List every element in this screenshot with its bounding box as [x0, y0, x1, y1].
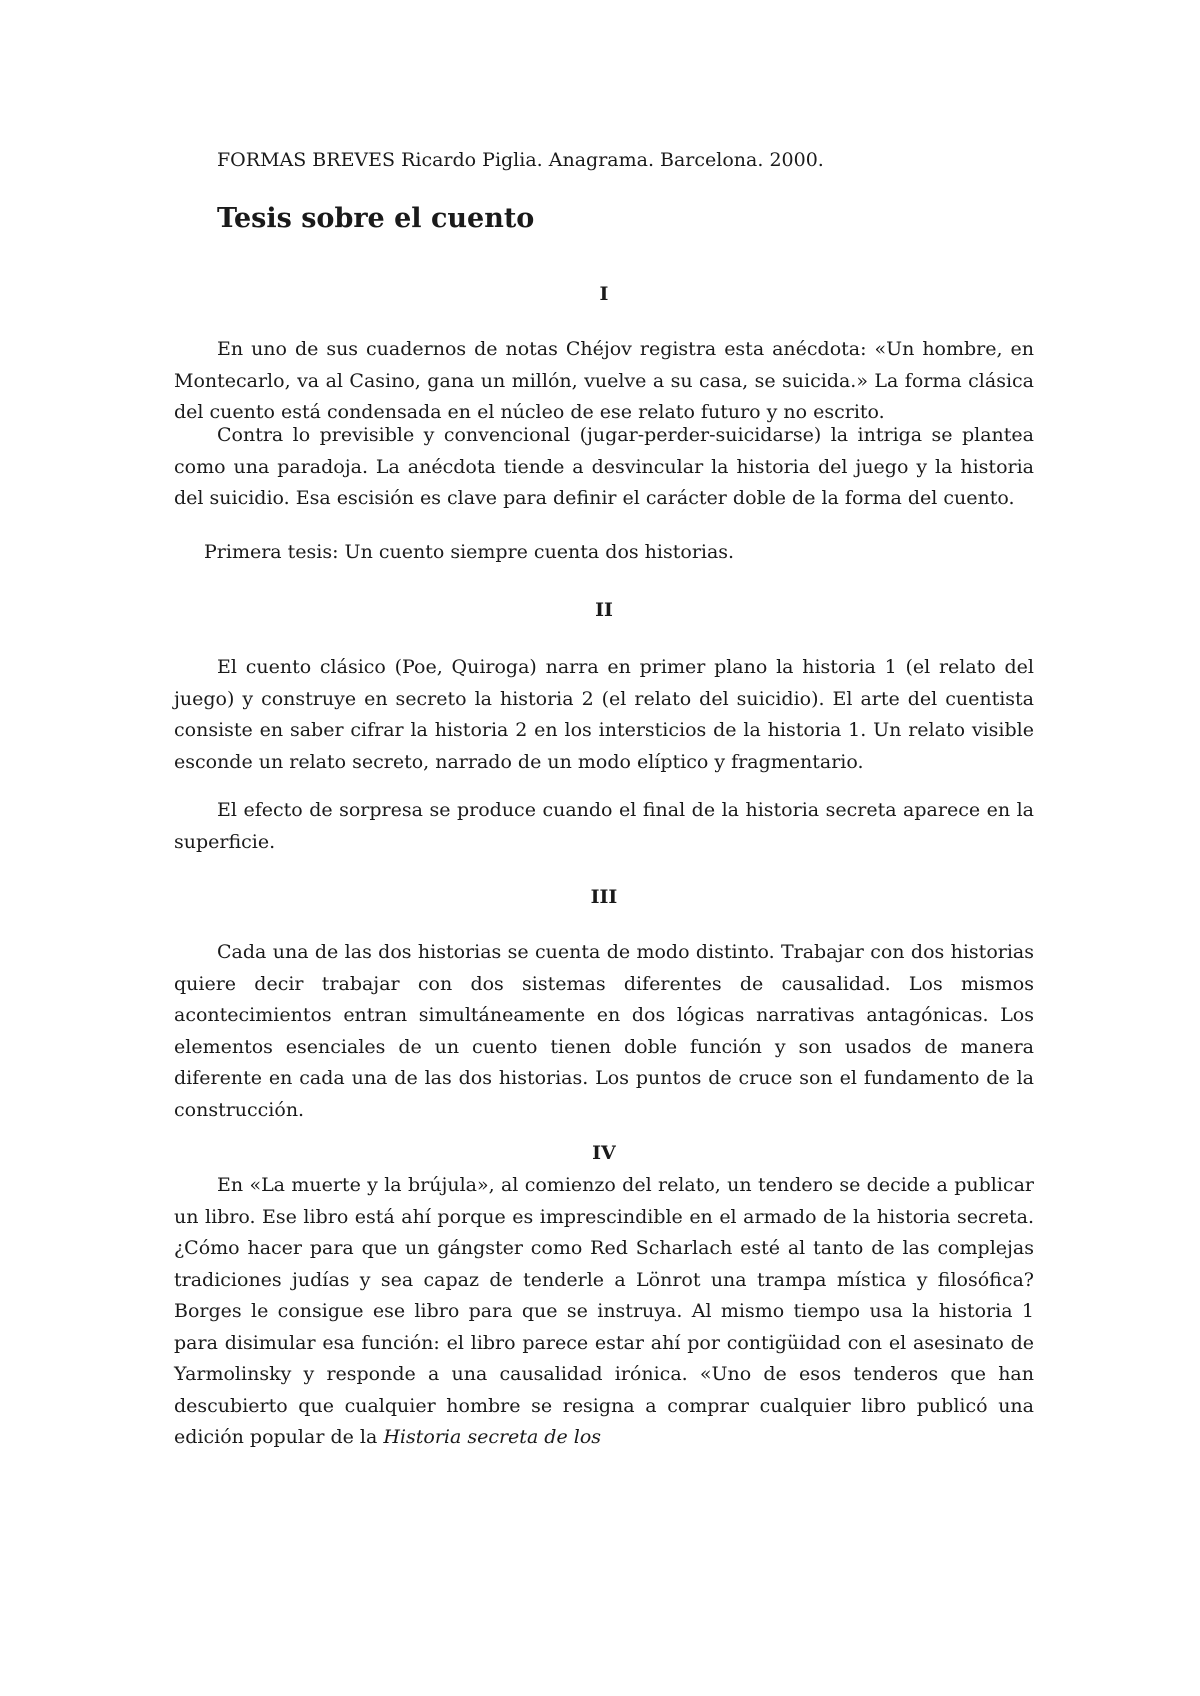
- paragraph: Cada una de las dos historias se cuenta de modo distinto. Trabajar con dos historias quiere decir trabajar con dos sistemas diferentes de causalidad. Los mismos acontecimientos entran simultáneamente en dos lógicas narrativas antagónicas. Los elementos esenciales de un cuento tienen doble función y son usados de manera diferente en cada una de las dos historias. Los puntos de cruce son el fundamento de la construcción.: [174, 941, 1034, 1121]
- paragraph-text: En «La muerte y la brújula», al comienzo del relato, un tendero se decide a publicar un libro. Ese libro está ahí porque es imprescindible en el armado de la historia secreta. ¿Cómo hacer para que un gángster como Red Scharlach esté al tanto de las complejas tradiciones judías y sea capaz de tenderle a Lönrot una trampa mística y filosófica? Borges le consigue ese libro para que se instruya. Al mismo tiempo usa la historia 1 para disimular esa función: el libro parece estar ahí por contigüidad con el asesinato de Yarmolinsky y responde a una causalidad irónica. «Uno de esos tenderos que han descubierto que cualquier hombre se resigna a comprar cualquier libro publicó una edición popular de la: [174, 1174, 1034, 1448]
- italic-book-title: Historia secreta de los: [383, 1426, 602, 1448]
- section-heading-1: I: [599, 283, 609, 305]
- paragraph: Contra lo previsible y convencional (jugar-perder-suicidarse) la intriga se plantea como una paradoja. La anécdota tiende a desvincular la historia del juego y la historia del suicidio. Esa escisión es clave para definir el carácter doble de la forma del cuento.: [174, 424, 1034, 509]
- document-title: Tesis sobre el cuento: [217, 203, 535, 234]
- paragraph-thesis: Primera tesis: Un cuento siempre cuenta dos historias.: [204, 541, 735, 563]
- paragraph: El cuento clásico (Poe, Quiroga) narra en primer plano la historia 1 (el relato del juego) y construye en secreto la historia 2 (el relato del suicidio). El arte del cuentista consiste en saber cifrar la historia 2 en los intersticios de la historia 1. Un relato visible esconde un relato secreto, narrado de un modo elíptico y fragmentario.: [174, 656, 1034, 773]
- paragraph: En uno de sus cuadernos de notas Chéjov registra esta anécdota: «Un hombre, en Montecarlo, va al Casino, gana un millón, vuelve a su casa, se suicida.» La forma clásica del cuento está condensada en el núcleo de ese relato futuro y no escrito.: [174, 338, 1034, 423]
- section-heading-4: IV: [592, 1142, 616, 1164]
- section-heading-2: II: [595, 599, 613, 621]
- paragraph: [174, 1170, 1034, 1454]
- paragraph: El efecto de sorpresa se produce cuando el final de la historia secreta aparece en la superficie.: [174, 799, 1034, 853]
- section-heading-3: III: [590, 886, 618, 908]
- bibliographic-reference: FORMAS BREVES Ricardo Piglia. Anagrama. Barcelona. 2000.: [217, 149, 824, 171]
